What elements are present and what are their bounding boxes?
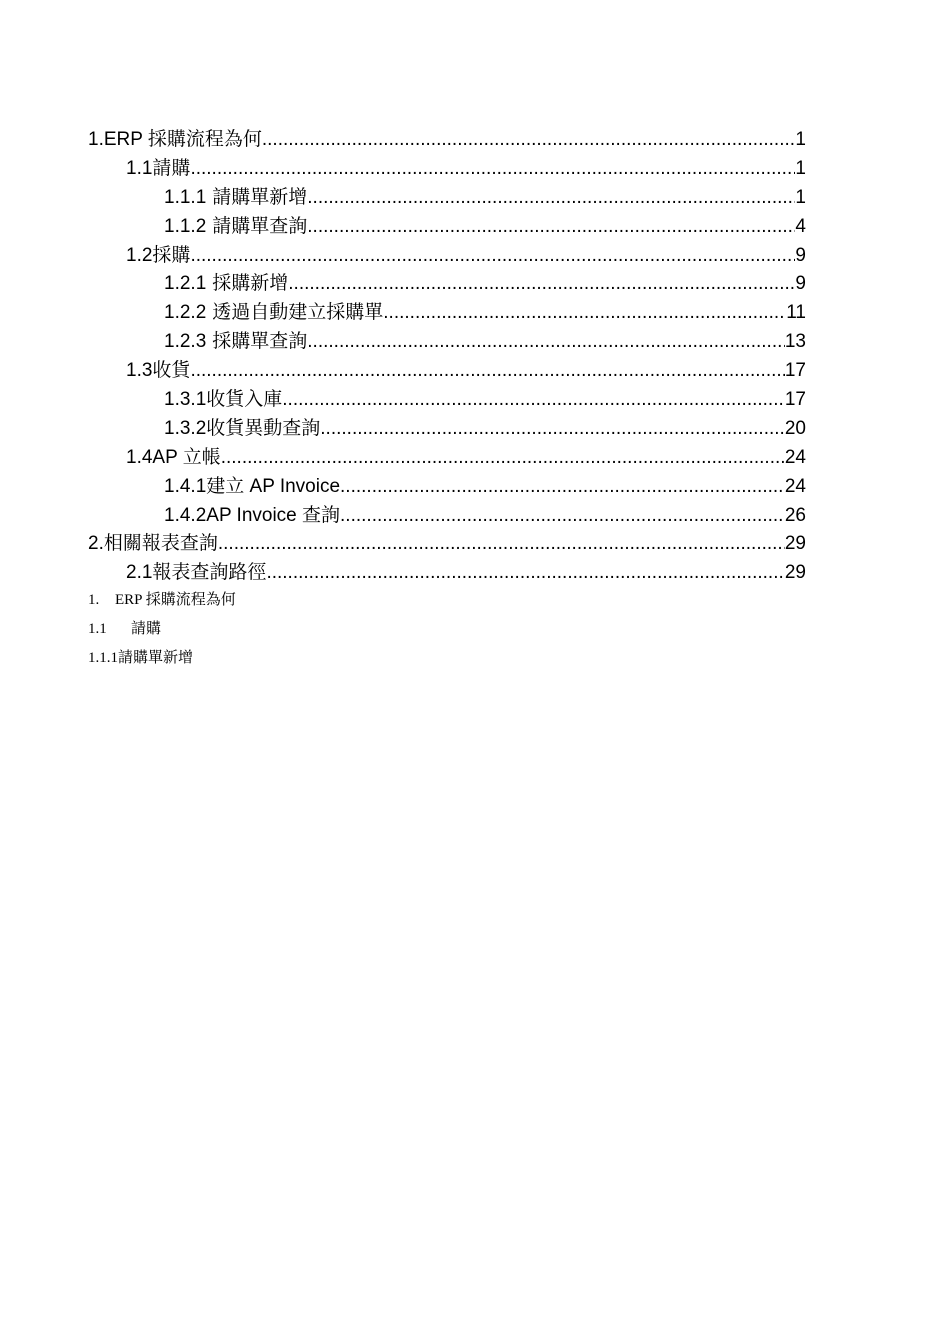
toc-entry-page: 17 [784,360,806,382]
toc-entry-page: 9 [795,244,806,266]
toc-entry-title: 建立 AP Invoice [206,475,341,497]
toc-entry[interactable] [88,357,806,386]
toc-dot-leader [383,299,786,328]
toc-entry-number: 1.4.1 [164,475,207,497]
toc-dot-leader [266,559,784,588]
toc-entry-number: 1.2.1 [164,273,207,295]
toc-entry-number: 1.1.2 [164,215,207,237]
section-heading-number: 1.1.1 [88,649,118,666]
toc-entry-page: 20 [784,417,806,439]
toc-entry[interactable] [88,184,806,213]
toc-entry-title: AP Invoice 查詢 [206,504,341,526]
toc-entry-page: 26 [784,504,806,526]
toc-entry-title: 請購單新增 [212,186,308,208]
toc-entry-title: 相關報表查詢 [103,533,218,555]
toc-entry-number: 1.2.3 [164,331,207,353]
toc-dot-leader [307,213,795,242]
section-heading [88,615,806,644]
toc-entry-page: 11 [786,302,806,324]
toc-entry-number: 1.2.2 [164,302,207,324]
section-heading [88,644,806,673]
toc-entry-title: 採購 [152,244,191,266]
toc-dot-leader [262,126,796,155]
toc-entry-page: 24 [784,446,806,468]
toc-entry-page: 17 [784,389,806,411]
toc-entry[interactable] [88,444,806,473]
toc-dot-leader [218,530,785,559]
toc-entry-page: 1 [795,186,806,208]
toc-entry[interactable] [88,213,806,242]
toc-entry-number: 1. [88,129,104,150]
toc-entry-number: 1.3.1 [164,389,207,411]
toc-dot-leader [320,415,785,444]
toc-entry-title: 採購單查詢 [212,331,308,353]
toc-entry[interactable] [88,559,806,588]
toc-entry[interactable] [88,415,806,444]
toc-entry[interactable] [88,530,806,559]
toc-entry-page: 9 [795,273,806,295]
toc-entry-title: 請購單查詢 [212,215,308,237]
toc-dot-leader [288,270,795,299]
section-heading [88,586,806,615]
toc-entry-number: 1.1 [126,157,153,179]
section-heading-title: 請購單新增 [118,649,194,666]
toc-dot-leader [282,386,785,415]
toc-entry[interactable] [88,502,806,531]
toc-entry-page: 24 [784,475,806,497]
toc-dot-leader [190,155,795,184]
toc-entry-page: 4 [795,215,806,237]
toc-dot-leader [221,444,785,473]
toc-entry-title: 透過自動建立採購單 [212,302,384,324]
toc-entry-page: 13 [784,331,806,353]
toc-entry-number: 2. [88,533,104,555]
toc-entry-number: 1.4 [126,446,153,468]
toc-entry-number: 1.3 [126,360,153,382]
toc-dot-leader [307,328,785,357]
toc-entry-number: 1.2 [126,244,153,266]
toc-dot-leader [190,242,795,271]
toc-entry-title: 採購新增 [212,273,289,295]
toc-entry-title: 收貨入庫 [206,389,283,411]
toc-entry[interactable] [88,328,806,357]
toc-entry[interactable] [88,242,806,271]
toc-entry[interactable] [88,473,806,502]
toc-entry[interactable] [88,126,806,155]
toc-entry-number: 2.1 [126,562,153,584]
toc-entry-number: 1.1.1 [164,186,207,208]
toc-entry[interactable] [88,270,806,299]
toc-entry-page: 29 [784,562,806,584]
toc-dot-leader [340,502,785,531]
section-heading-number: 1.1 [88,620,107,637]
section-heading-title: ERP 採購流程為何 [115,592,236,608]
section-heading-title: 請購 [131,620,162,637]
toc-dot-leader [340,473,785,502]
toc-entry-number: 1.3.2 [164,417,207,439]
toc-entry[interactable] [88,386,806,415]
toc-entry-page: 1 [795,129,806,150]
toc-entry-title: 收貨異動查詢 [206,417,321,439]
toc-entry-title: ERP 採購流程為何 [103,129,262,150]
toc-entry-title: 收貨 [152,360,191,382]
toc-dot-leader [307,184,795,213]
toc-entry-page: 29 [784,533,806,555]
section-headings [88,586,806,673]
toc-entry[interactable] [88,299,806,328]
toc-entry-title: AP 立帳 [152,446,221,468]
table-of-contents [88,126,806,588]
toc-entry-title: 請購 [152,157,191,179]
toc-entry-title: 報表查詢路徑 [152,562,267,584]
toc-entry-page: 1 [795,157,806,179]
toc-entry[interactable] [88,155,806,184]
toc-entry-number: 1.4.2 [164,504,207,526]
toc-dot-leader [190,357,784,386]
section-heading-number: 1. [88,592,100,608]
